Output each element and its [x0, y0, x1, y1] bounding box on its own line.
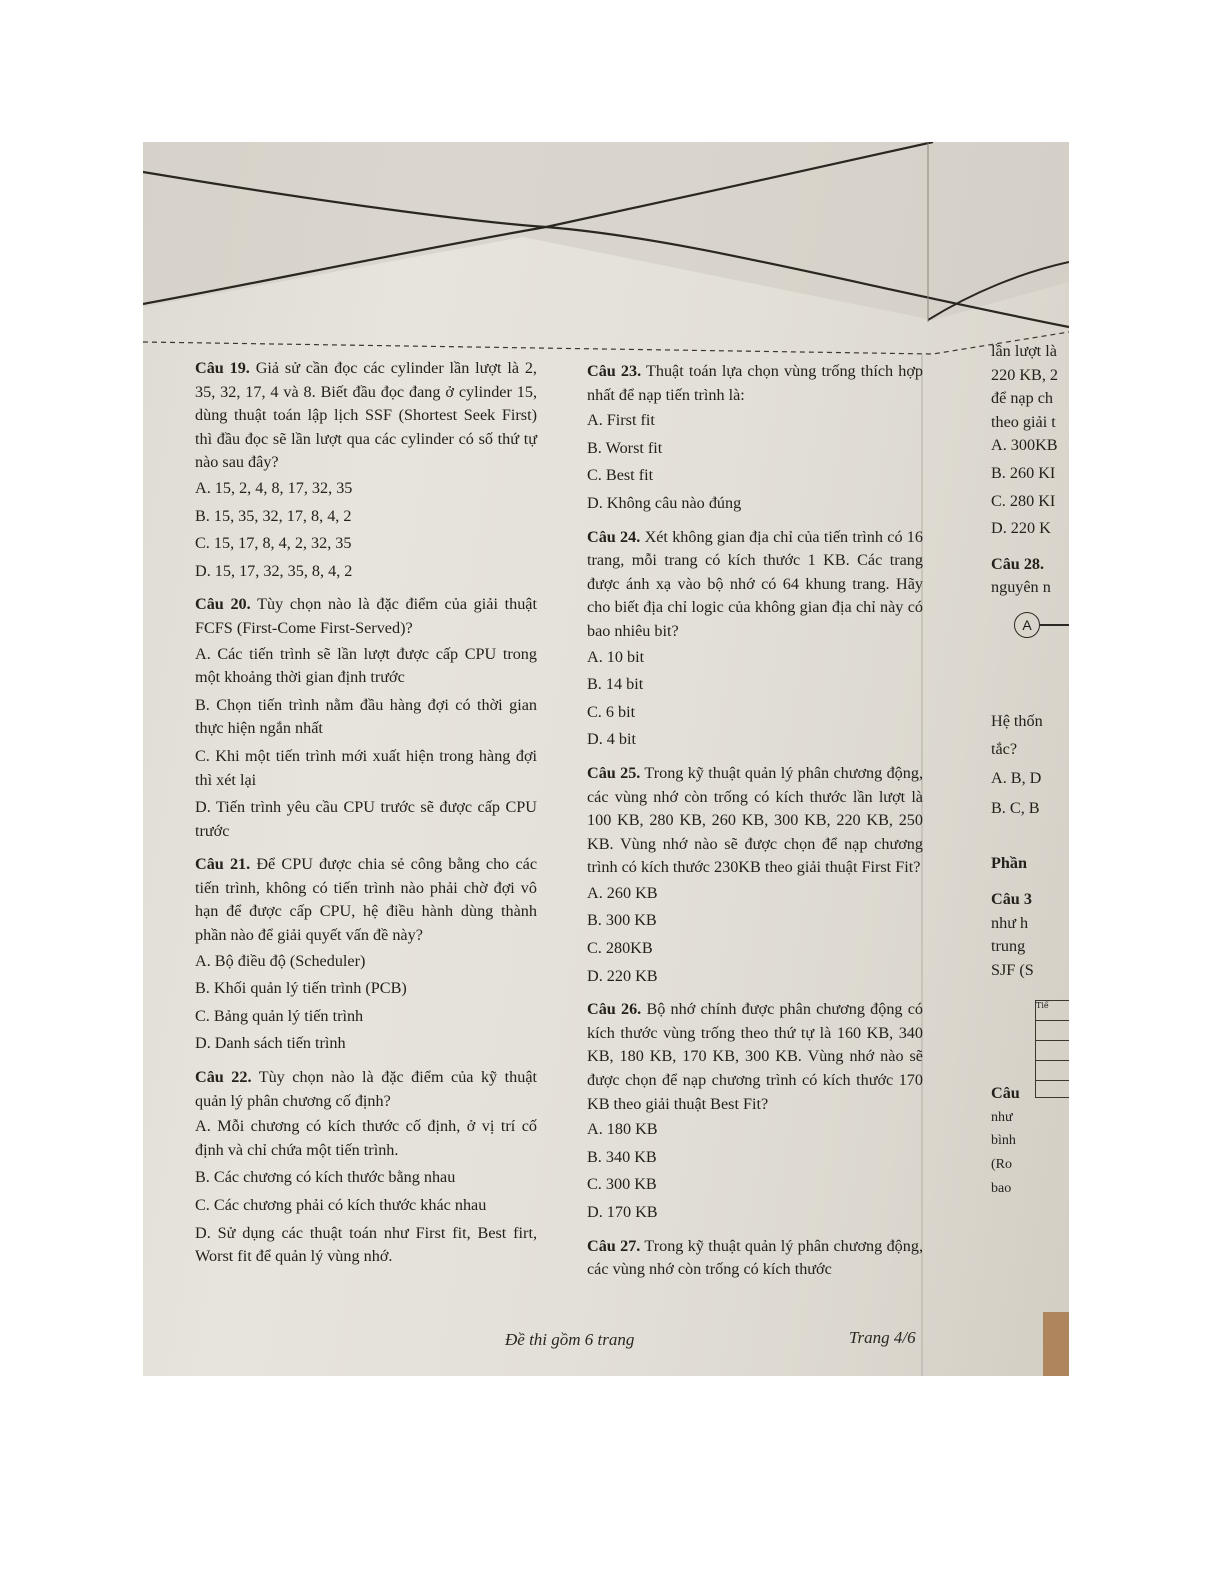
table-row	[1036, 1021, 1069, 1041]
question-25	[587, 762, 923, 990]
text-line: lần lượt là	[991, 342, 1057, 360]
option-c: C. Khi một tiến trình mới xuất hiện trong hàng đợi thì xét lại	[195, 746, 537, 789]
question-label: Câu	[991, 1084, 1020, 1103]
question-text: Tùy chọn nào là đặc điểm của kỹ thuật quản lý phân chương cố định?	[195, 1068, 537, 1110]
process-table-cropped	[1035, 1000, 1069, 1098]
text-line: A. B, D	[991, 769, 1042, 788]
option-a: A. 260 KB	[587, 883, 658, 902]
question-label: Câu 28.	[991, 554, 1045, 573]
left-column	[195, 357, 537, 1279]
text-line: D. 220 K	[991, 519, 1051, 538]
graph-node-a: A	[1014, 612, 1040, 638]
option-a: A. First fit	[587, 411, 655, 430]
middle-column	[587, 360, 923, 1290]
question-text: Để CPU được chia sẻ công bằng cho các tiến trình, không có tiến trình nào phải chờ đợi vô hạn để được cấp CPU, hệ điều hành dùng thành phần nào để giải quyết vấn đề này?	[195, 855, 538, 945]
text-line: C. 280 KI	[991, 491, 1056, 510]
option-d: D. Tiến trình yêu cầu CPU trước sẽ được cấp CPU trước	[195, 798, 537, 840]
text-line: B. C, B	[991, 798, 1040, 817]
table-row	[1036, 1041, 1069, 1061]
question-text: Giả sử cần đọc các cylinder lần lượt là 2, 35, 32, 17, 4 và 8. Biết đầu đọc đang ở cylinder 15, dùng thuật toán lập lịch SSF (Shortest Seek First) thì đầu đọc sẽ lần lượt qua các cylinder có số thứ tự nào sau đây?	[195, 359, 537, 472]
question-text: Bộ nhớ chính được phân chương động có kích thước vùng trống theo thứ tự là 160 KB, 340 KB, 180 KB, 170 KB, 300 KB. Vùng nhớ nào sẽ được chọn để nạp chương trình có kích thước 170 KB theo giải thuật Best Fit?	[587, 1000, 923, 1113]
text-line: B. 260 KI	[991, 463, 1056, 482]
option-a: A. 180 KB	[587, 1120, 658, 1139]
question-23	[587, 360, 923, 518]
option-d: D. Sử dụng các thuật toán như First fit, Best firt, Worst fit để quản lý vùng nhớ.	[195, 1223, 537, 1266]
question-label: Câu 26.	[587, 1000, 642, 1019]
table-header-cell: Tiế	[1036, 1001, 1069, 1021]
text-line: (Ro	[991, 1157, 1012, 1173]
text-line: nguyên n	[991, 578, 1051, 597]
option-c: C. Bảng quản lý tiến trình	[195, 1006, 364, 1025]
section-heading: Phần	[991, 854, 1027, 873]
option-d: D. Không câu nào đúng	[587, 493, 742, 512]
text-line: A. 300KB	[991, 436, 1058, 455]
question-text: Tùy chọn nào là đặc điểm của giải thuật FCFS (First-Come First-Served)?	[195, 595, 537, 637]
question-label: Câu 25.	[587, 763, 641, 782]
option-c: C. Best fit	[587, 466, 654, 485]
option-c: C. 280KB	[587, 939, 653, 958]
option-c: C. Các chương phải có kích thước khác nhau	[195, 1196, 487, 1214]
text-line: bao	[991, 1180, 1012, 1196]
text-line: bình	[991, 1133, 1016, 1149]
option-b: B. Worst fit	[587, 438, 663, 457]
text-line: Hệ thốn	[991, 711, 1043, 730]
question-20	[195, 593, 537, 845]
table-row	[1036, 1061, 1069, 1081]
question-text: Trong kỹ thuật quản lý phân chương động, các vùng nhớ còn trống có kích thước	[587, 1236, 923, 1279]
text-line: SJF (S	[991, 960, 1034, 979]
question-label: Câu 27.	[587, 1236, 641, 1255]
option-d: D. Danh sách tiến trình	[195, 1034, 346, 1053]
question-text: Xét không gian địa chỉ của tiến trình có 16 trang, mỗi trang có kích thước 1 KB. Các trang được ánh xạ vào bộ nhớ có 64 khung trang. Hãy cho biết địa chỉ logic của không gian địa chỉ này có bao nhiêu bit?	[587, 527, 923, 640]
option-c: C. 6 bit	[587, 702, 636, 721]
option-b: B. 340 KB	[587, 1147, 657, 1166]
question-label: Câu 23.	[587, 362, 642, 380]
option-d: D. 4 bit	[587, 730, 637, 749]
option-d: D. 170 KB	[587, 1203, 658, 1221]
option-a: A. Mỗi chương có kích thước cố định, ở vị trí cố định và chỉ chứa một tiến trình.	[195, 1117, 537, 1159]
question-text: Thuật toán lựa chọn vùng trống thích hợp nhất để nạp tiến trình là:	[587, 362, 923, 404]
option-b: B. Chọn tiến trình nằm đầu hàng đợi có thời gian thực hiện ngắn nhất	[195, 695, 537, 738]
question-27	[587, 1235, 923, 1282]
footer-page-count: Đề thi gồm 6 trang	[505, 1330, 635, 1349]
question-label: Câu 19.	[195, 359, 250, 377]
text-line: 220 KB, 2	[991, 365, 1059, 384]
question-19	[195, 357, 537, 585]
footer-page-number: Trang 4/6	[849, 1328, 916, 1347]
question-24	[587, 526, 923, 754]
text-line: trung	[991, 937, 1026, 956]
question-label: Câu 20.	[195, 595, 251, 614]
question-label: Câu 21.	[195, 855, 251, 874]
text-line: tắc?	[991, 739, 1018, 758]
text-line: theo giải t	[991, 412, 1056, 431]
option-a: A. 10 bit	[587, 647, 645, 666]
option-a: A. Bộ điều độ (Scheduler)	[195, 951, 366, 970]
option-b: B. 14 bit	[587, 675, 644, 694]
option-d: D. 220 KB	[587, 966, 658, 985]
graph-edge	[1040, 624, 1069, 626]
question-21	[195, 853, 537, 1058]
option-b: B. Khối quản lý tiến trình (PCB)	[195, 979, 407, 998]
option-a: A. 15, 2, 4, 8, 17, 32, 35	[195, 478, 353, 497]
option-b: B. Các chương có kích thước bằng nhau	[195, 1168, 456, 1187]
option-c: C. 15, 17, 8, 4, 2, 32, 35	[195, 534, 352, 553]
text-line: như	[991, 1109, 1013, 1125]
question-label: Câu 24.	[587, 527, 641, 546]
text-line: để nạp ch	[991, 389, 1054, 408]
option-d: D. 15, 17, 32, 35, 8, 4, 2	[195, 561, 353, 580]
option-c: C. 300 KB	[587, 1175, 657, 1194]
question-26	[587, 998, 923, 1226]
option-b: B. 300 KB	[587, 911, 657, 930]
option-a: A. Các tiến trình sẽ lần lượt được cấp CPU trong một khoảng thời gian định trước	[195, 644, 537, 687]
text-line: như h	[991, 913, 1029, 932]
option-b: B. 15, 35, 32, 17, 8, 4, 2	[195, 506, 352, 525]
photographed-exam-page	[143, 142, 1069, 1376]
question-text: Trong kỹ thuật quản lý phân chương động, các vùng nhớ còn trống có kích thước lần lượt là 100 KB, 280 KB, 260 KB, 300 KB, 220 KB, 250 KB. Vùng nhớ nào sẽ được chọn để nạp chương trình có kích thước 230KB theo giải thuật First Fit?	[587, 763, 923, 877]
question-label: Câu 3	[991, 889, 1032, 908]
question-label: Câu 22.	[195, 1068, 252, 1087]
question-22	[195, 1066, 537, 1271]
